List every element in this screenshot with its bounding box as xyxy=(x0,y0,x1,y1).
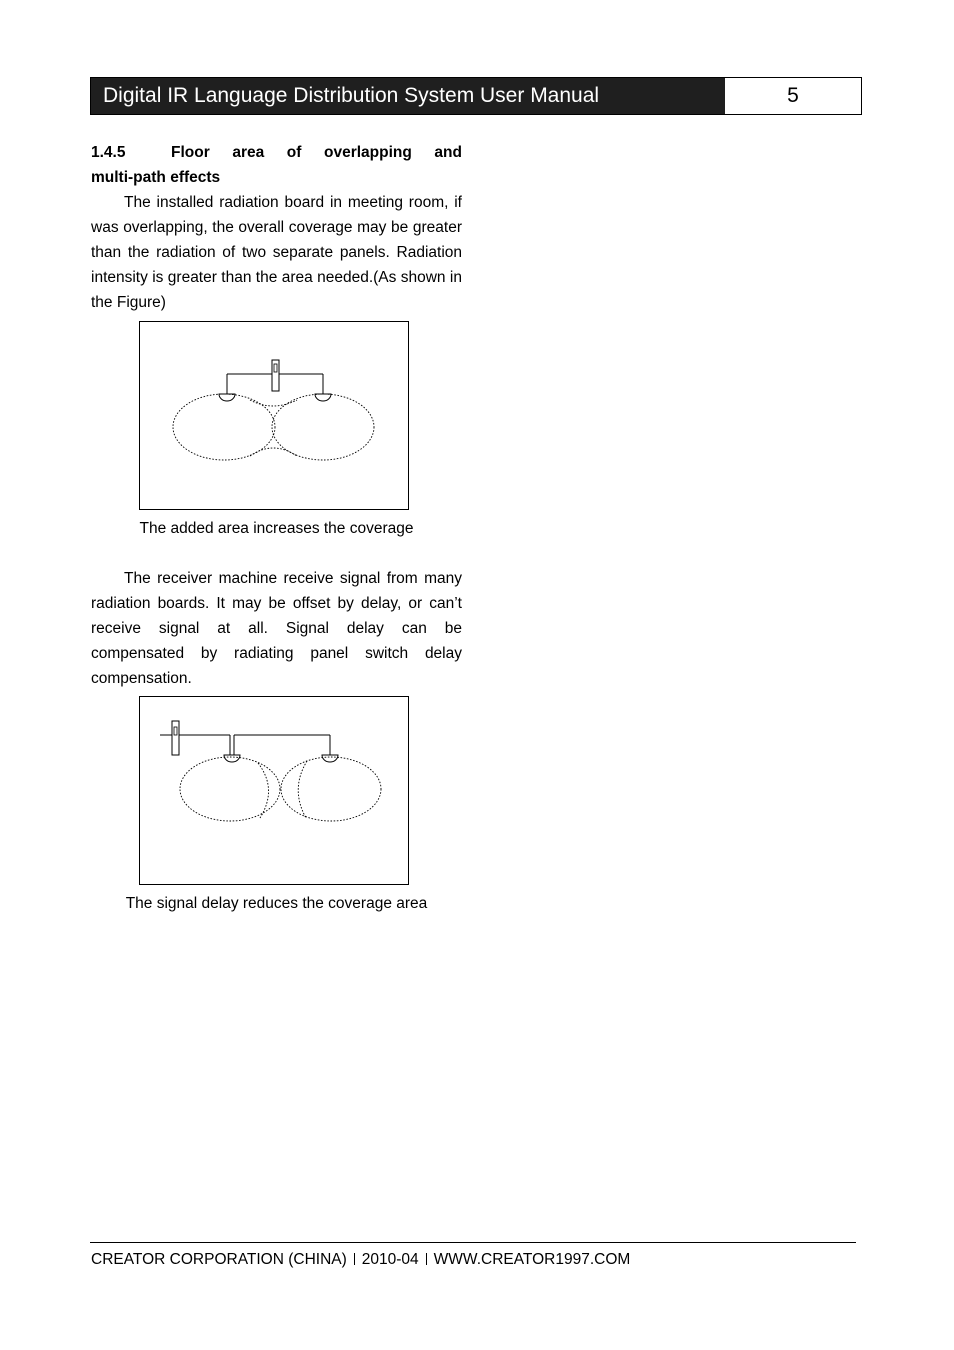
figure-caption-delay: The signal delay reduces the coverage area xyxy=(125,895,428,912)
figure-delay-diagram xyxy=(139,696,409,885)
transmitter-slot xyxy=(274,364,277,372)
section-title-line1: Floor area of overlapping and xyxy=(171,144,462,161)
footer-date: 2010-04 xyxy=(361,1251,419,1268)
coverage-lobe-right xyxy=(281,757,381,821)
section-number: 1.4.5 xyxy=(91,144,126,161)
added-area-bottom xyxy=(250,448,297,456)
figure-overlap-diagram xyxy=(139,321,409,510)
section-heading xyxy=(91,140,462,190)
paragraph-overlap: The installed radiation board in meeting room, if was overlapping, the overall coverage may be greater than the radiation of two separate panels. Radiation intensity is greater than the area needed.(As shown in the Figure) xyxy=(91,194,462,311)
page-footer xyxy=(91,1249,630,1271)
reduced-area-left xyxy=(258,763,269,818)
radiator-right-icon xyxy=(315,394,331,401)
footer-divider xyxy=(90,1242,856,1243)
page-header xyxy=(90,77,862,115)
radiator-left-icon xyxy=(219,394,235,401)
content-column xyxy=(91,140,462,916)
radiator-right-icon xyxy=(322,755,338,762)
manual-title: Digital IR Language Distribution System User Manual xyxy=(91,78,725,114)
footer-company: CREATOR CORPORATION (CHINA) xyxy=(91,1251,347,1268)
reduced-area-right xyxy=(298,761,307,818)
footer-website: WWW.CREATOR1997.COM xyxy=(433,1251,631,1268)
figure-caption-overlap: The added area increases the coverage xyxy=(139,520,414,537)
added-area-top xyxy=(250,400,297,406)
transmitter-slot xyxy=(174,727,177,735)
radiator-left-icon xyxy=(224,755,240,762)
delay-diagram-svg xyxy=(140,697,410,886)
transmitter-icon xyxy=(172,721,179,755)
paragraph-multipath: The receiver machine receive signal from many radiation boards. It may be offset by delay, or can’t receive signal at all. Signal delay can be compensated by radiating panel switch delay compensation. xyxy=(91,570,462,687)
footer-separator xyxy=(354,1253,355,1265)
footer-separator xyxy=(426,1253,427,1265)
section-title-line2: multi-path effects xyxy=(91,169,221,186)
overlap-diagram-svg xyxy=(140,322,410,511)
page-number: 5 xyxy=(787,84,799,107)
coverage-lobe-left xyxy=(180,757,280,821)
